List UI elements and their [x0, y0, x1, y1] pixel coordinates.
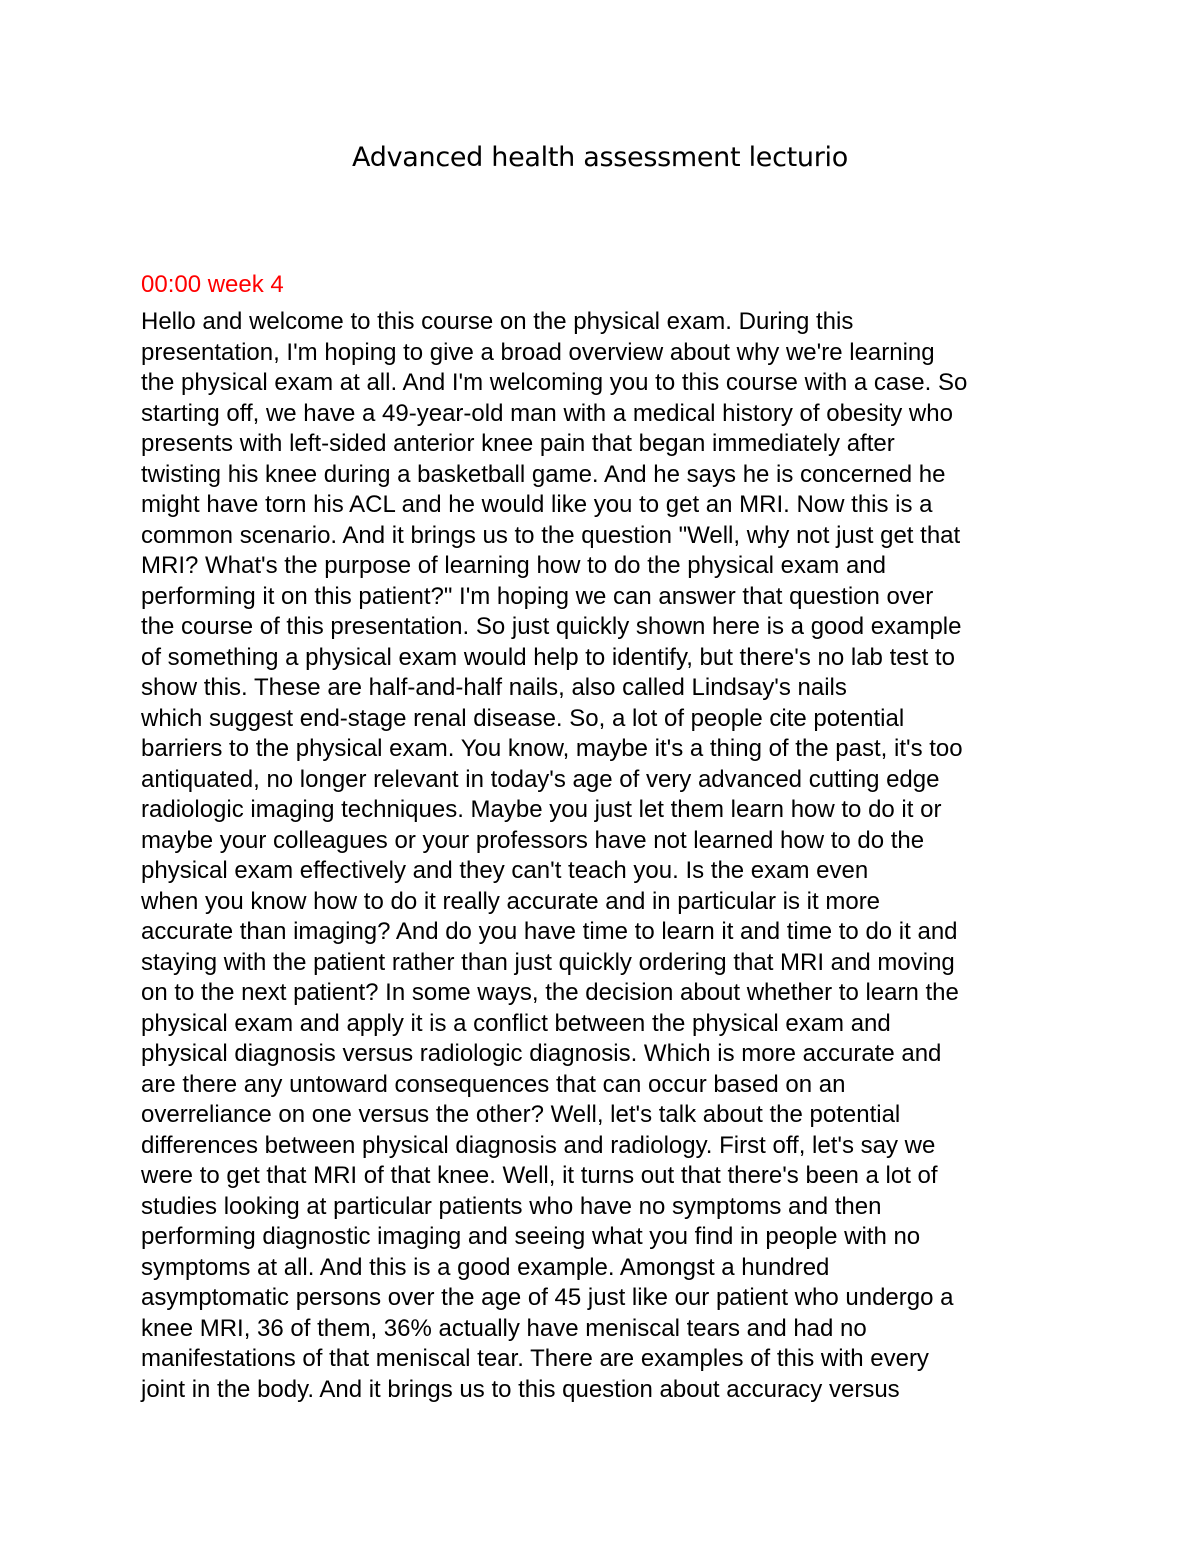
transcript-body — [141, 307, 1101, 1405]
transcript-line: staying with the patient rather than just quickly ordering that MRI and moving — [141, 948, 955, 976]
transcript-line: physical diagnosis versus radiologic diagnosis. Which is more accurate and — [141, 1040, 942, 1067]
transcript-line: differences between physical diagnosis and radiology. First off, let's say we — [141, 1131, 936, 1159]
transcript-line: which suggest end-stage renal disease. So, a lot of people cite potential — [141, 704, 905, 732]
transcript-line: radiologic imaging techniques. Maybe you just let them learn how to do it or — [141, 796, 942, 823]
transcript-line: starting off, we have a 49-year-old man with a medical history of obesity who — [141, 399, 953, 427]
transcript-line: performing diagnostic imaging and seeing what you find in people with no — [141, 1223, 921, 1250]
section-heading: 00:00 week 4 — [141, 271, 284, 298]
transcript-line: asymptomatic persons over the age of 45 just like our patient who undergo a — [141, 1284, 954, 1311]
transcript-line: when you know how to do it really accurate and in particular is it more — [141, 887, 881, 915]
document-title: Advanced health assessment lecturio — [352, 142, 848, 173]
transcript-line: of something a physical exam would help to identify, but there's no lab test to — [141, 643, 955, 671]
transcript-line: Hello and welcome to this course on the physical exam. During this — [141, 308, 854, 335]
transcript-line: are there any untoward consequences that can occur based on an — [141, 1070, 846, 1098]
transcript-line: twisting his knee during a basketball game. And he says he is concerned he — [141, 460, 946, 488]
transcript-line: MRI? What's the purpose of learning how to do the physical exam and — [141, 552, 886, 579]
transcript-line: common scenario. And it brings us to the question "Well, why not just get that — [141, 521, 961, 549]
transcript-line: antiquated, no longer relevant in today's age of very advanced cutting edge — [141, 765, 940, 793]
transcript-line: performing it on this patient?" I'm hoping we can answer that question over — [141, 582, 934, 610]
transcript-line: might have torn his ACL and he would like you to get an MRI. Now this is a — [141, 491, 933, 518]
transcript-line: overreliance on one versus the other? Well, let's talk about the potential — [141, 1101, 901, 1128]
transcript-line: on to the next patient? In some ways, the decision about whether to learn the — [141, 979, 959, 1006]
transcript-line: manifestations of that meniscal tear. There are examples of this with every — [141, 1345, 929, 1372]
transcript-line: accurate than imaging? And do you have time to learn it and time to do it and — [141, 918, 958, 945]
transcript-line: knee MRI, 36 of them, 36% actually have meniscal tears and had no — [141, 1314, 867, 1342]
transcript-line: joint in the body. And it brings us to this question about accuracy versus — [141, 1375, 900, 1403]
transcript-line: show this. These are half-and-half nails, also called Lindsay's nails — [141, 674, 847, 701]
transcript-line: physical exam and apply it is a conflict between the physical exam and — [141, 1009, 891, 1037]
transcript-line: the physical exam at all. And I'm welcoming you to this course with a case. So — [141, 369, 968, 396]
transcript-line: were to get that MRI of that knee. Well, it turns out that there's been a lot of — [141, 1162, 938, 1189]
transcript-line: presentation, I'm hoping to give a broad overview about why we're learning — [141, 338, 935, 366]
transcript-line: maybe your colleagues or your professors have not learned how to do the — [141, 826, 925, 854]
transcript-line: the course of this presentation. So just quickly shown here is a good example — [141, 613, 962, 640]
transcript-line: physical exam effectively and they can't teach you. Is the exam even — [141, 857, 869, 884]
transcript-line: barriers to the physical exam. You know, maybe it's a thing of the past, it's too — [141, 735, 963, 762]
transcript-line: studies looking at particular patients who have no symptoms and then — [141, 1192, 882, 1220]
transcript-line: symptoms at all. And this is a good example. Amongst a hundred — [141, 1253, 830, 1281]
transcript-line: presents with left-sided anterior knee pain that began immediately after — [141, 430, 895, 457]
